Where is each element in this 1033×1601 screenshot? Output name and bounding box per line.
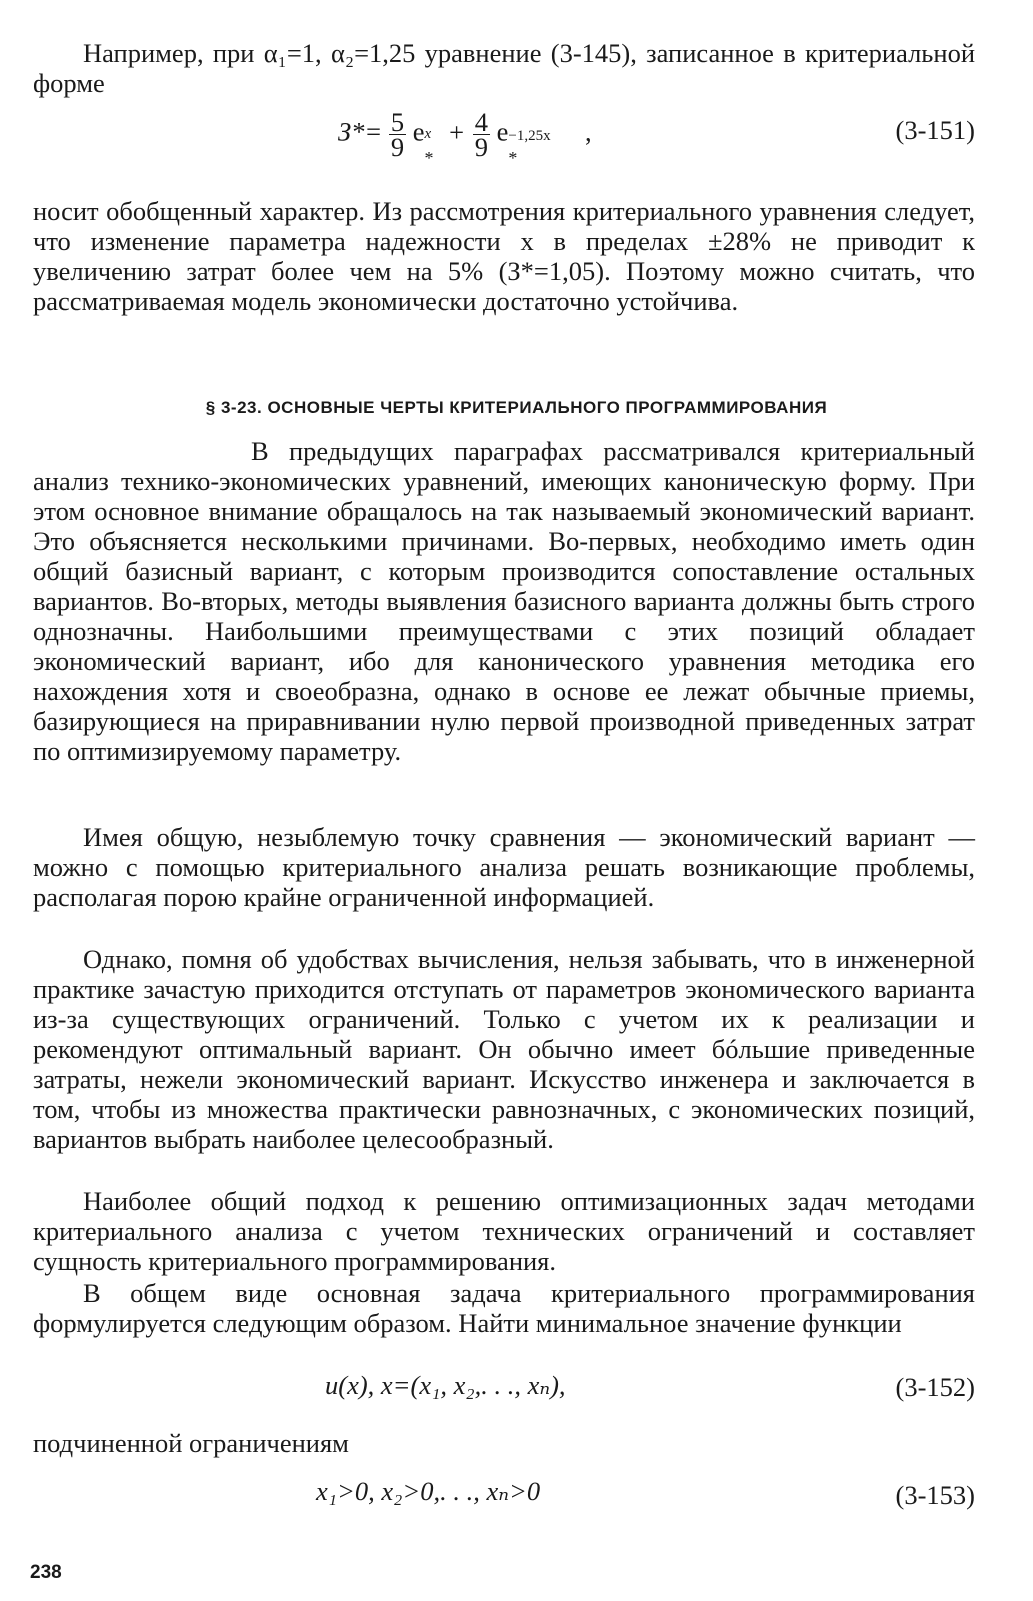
intro-paragraph: Например, при α₁=1, α₂=1,25 уравнение (3-145), записанное в критериальной форме [33, 38, 975, 98]
section-heading: § 3-23. ОСНОВНЫЕ ЧЕРТЫ КРИТЕРИАЛЬНОГО ПРОГРАММИРОВАНИЯ [205, 398, 828, 417]
paragraph-engineering-practice: Однако, помня об удобствах вычисления, нельзя забывать, что в инженерной практике зачастую приходится отступать от параметров экономического варианта из-за существующих ограничений. Только с учетом их к реализации и рекомендуют оптимальный вариант. Он обычно имеет бóльшие приведенные затраты, нежели экономический вариант. Искусство инженера и заключается в том, чтобы из множества практически равнозначных, с экономических позиций, вариантов выбрать наиболее целесообразный. [33, 944, 975, 1154]
equation-number-3-153: (3-153) [895, 1480, 975, 1510]
paragraph-main-task: В общем виде основная задача критериального программирования формулируется следующим образом. Найти минимальное значение функции [33, 1278, 975, 1338]
formula-3-153: x₁>0, x₂>0,. . ., xₙ>0 [316, 1476, 541, 1506]
fraction-5-9: $\frac{5}{9}$ [390, 107, 405, 162]
paragraph-previous-sections: В предыдущих параграфах рассматривался критериальный анализ технико-экономических уравнений, имеющих каноническую форму. При этом основное внимание обращалось на так называемый экономический вариант. Это объясняется несколькими причинами. Во-первых, необходимо иметь один общий базисный вариант, с которым производится сопоставление остальных вариантов. Во-вторых, методы выявления базисного варианта должны быть строго однозначны. Наибольшими преимуществами с этих позиций обладает экономический вариант, ибо для канонического уравнения методика его нахождения хотя и своеобразна, однако в основе ее лежат обычные приемы, базирующиеся на приравнивании нулю первой производной приведенных затрат по оптимизируемому параметру. [33, 436, 975, 766]
page-number: 238 [30, 1562, 62, 1583]
equation-number-3-151: (3-151) [895, 115, 975, 145]
paragraph-common-point: Имея общую, незыблемую точку сравнения — экономический вариант — можно с помощью критериального анализа решать возникающие проблемы, располагая порою крайне ограниченной информацией. [33, 822, 975, 912]
formula-3-152: u(x), x=(x₁, x₂,. . ., xₙ), [325, 1370, 566, 1400]
paragraph-general-character: носит обобщенный характер. Из рассмотрения критериального уравнения следует, что изменение параметра надежности x в пределах ±28% не приводит к увеличению затрат более чем на 5% (З*=1,05). Поэтому можно считать, что рассматриваемая модель экономически достаточно устойчива. [33, 196, 975, 316]
formula-3-151: З*= $\frac{5}{9}$ e x * + $\frac{4}{9}$ e −1,25x * , [338, 107, 592, 168]
fraction-4-9: $\frac{4}{9}$ [474, 107, 488, 162]
paragraph-constraints: подчиненной ограничениям [33, 1428, 349, 1458]
paragraph-general-approach: Наиболее общий подход к решению оптимизационных задач методами критериального анализа с учетом технических ограничений и составляет сущность критериального программирования. [33, 1186, 975, 1276]
equation-number-3-152: (3-152) [895, 1372, 975, 1402]
formula-lhs: З*= [338, 116, 383, 147]
